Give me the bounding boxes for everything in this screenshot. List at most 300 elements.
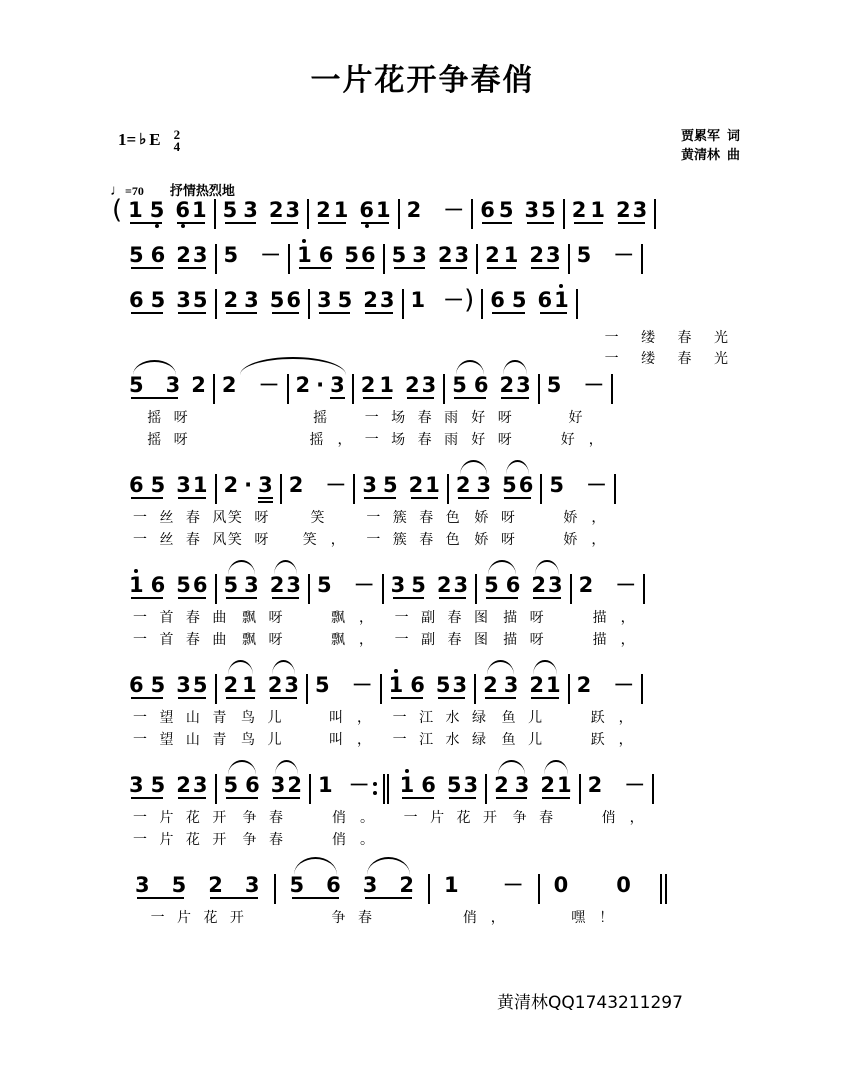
note: 2	[223, 672, 239, 697]
lyric-text: 嘿！	[571, 910, 628, 926]
beam-group	[400, 773, 436, 797]
barline	[471, 199, 473, 229]
lyric-text: 争 春	[331, 910, 376, 926]
note: 5	[150, 472, 166, 497]
note: 5	[171, 872, 187, 897]
note: 2	[363, 287, 378, 312]
beam-group	[316, 198, 348, 222]
note: 1	[376, 197, 391, 222]
barline	[215, 674, 217, 704]
note-dash: －	[585, 472, 607, 497]
note: 6	[318, 242, 334, 267]
measure	[480, 198, 556, 222]
barline	[538, 374, 540, 404]
beam-group	[271, 773, 302, 797]
note: 1	[318, 772, 333, 797]
beam-group	[175, 198, 206, 222]
note-dash: －	[260, 242, 282, 267]
beam-group	[447, 773, 478, 797]
rest-note: 0	[616, 872, 631, 897]
lyric-text: 描 呀	[503, 632, 548, 648]
beam-group	[129, 473, 165, 497]
barline	[643, 574, 645, 604]
barline	[215, 244, 217, 274]
note: 3	[514, 772, 530, 797]
lyric-text: 好 呀	[471, 410, 516, 426]
note: 6	[410, 672, 425, 697]
system-intro-3	[0, 285, 845, 373]
beam-group	[525, 198, 556, 222]
note: 5	[222, 197, 238, 222]
close-paren: )	[464, 285, 475, 315]
beam-group	[572, 198, 605, 222]
measure	[296, 373, 345, 397]
beam-group	[616, 198, 647, 222]
note: 5	[337, 287, 353, 312]
beam-group	[362, 473, 397, 497]
barline	[213, 374, 215, 404]
note: 3	[524, 197, 540, 222]
lyric-text: 争 春	[242, 832, 287, 848]
note: 3	[362, 472, 377, 497]
note-dash: －	[353, 572, 375, 597]
lyric-text: 一 首 春 曲	[133, 632, 231, 648]
measure	[222, 373, 280, 397]
lyric-text: 笑 呀	[227, 510, 273, 526]
beam-group	[224, 573, 259, 597]
beam-group	[223, 198, 258, 222]
measure	[129, 243, 208, 267]
barline	[402, 289, 404, 319]
lyric-text: 跃，	[590, 710, 647, 726]
note: 6	[150, 572, 166, 597]
note: 3	[503, 672, 519, 697]
beam-group	[224, 673, 257, 697]
beam-group	[297, 243, 333, 267]
octave-low-dot	[181, 224, 185, 228]
beam-group	[483, 673, 518, 697]
note: 2	[455, 472, 471, 497]
note: 2	[267, 672, 283, 697]
measure	[129, 373, 206, 397]
beam-group	[176, 288, 207, 312]
note: 5	[315, 672, 330, 697]
composer-line	[681, 147, 740, 166]
beam-group	[129, 373, 180, 397]
note: 2	[571, 197, 587, 222]
barline	[398, 199, 400, 229]
lyric-text: 争 春	[242, 810, 287, 826]
note: 5	[150, 772, 166, 797]
measure	[579, 573, 637, 597]
measure	[224, 573, 302, 597]
barline	[563, 199, 565, 229]
note: 1	[557, 772, 572, 797]
measure	[361, 373, 437, 397]
barline	[428, 874, 430, 904]
note: 6	[421, 772, 436, 797]
lyric-text: 笑 呀	[227, 532, 273, 548]
tempo-value: =70	[125, 184, 144, 198]
lyric-text: 摇 呀	[147, 410, 192, 426]
lyric-text: 描 呀	[503, 610, 548, 626]
lyric-text: 鱼 儿	[501, 710, 547, 726]
note: 6	[326, 872, 341, 897]
note: 5	[317, 572, 332, 597]
measure	[547, 373, 605, 397]
note: 1	[379, 372, 394, 397]
note: 6	[505, 572, 521, 597]
time-signature-top: 2	[173, 127, 181, 142]
beam-group	[391, 573, 426, 597]
octave-high-dot	[134, 569, 138, 573]
note: 3	[546, 242, 561, 267]
note: 1	[425, 472, 440, 497]
time-signature-bottom: 4	[173, 138, 181, 154]
note: 1	[242, 672, 257, 697]
lyric-text: 鱼 儿	[501, 732, 547, 748]
lyric-text: 娇，	[563, 532, 620, 548]
note: 5	[192, 287, 208, 312]
note: 3	[317, 287, 332, 312]
barline	[382, 574, 384, 604]
tempo-and-expression	[110, 180, 235, 200]
note: 2	[483, 672, 498, 697]
note-dash: －	[615, 572, 637, 597]
note: 3	[129, 772, 144, 797]
note: 3	[258, 472, 273, 497]
measure	[485, 243, 561, 267]
note: 5	[411, 572, 426, 597]
note: 3	[243, 197, 258, 222]
measure	[456, 473, 534, 497]
lyric-text: 俏。	[332, 810, 388, 826]
beam-group	[270, 288, 301, 312]
credits	[681, 128, 740, 166]
note: 3	[463, 772, 479, 797]
lyricist-name: 贾累军	[680, 129, 720, 144]
note: 3	[176, 672, 191, 697]
lyric-text: 一 望 山 青	[133, 732, 231, 748]
lyric-text: 一 片 花 开	[403, 810, 501, 826]
time-signature	[174, 129, 181, 153]
note: 1	[546, 672, 561, 697]
beam-group	[494, 773, 529, 797]
beam-group	[437, 573, 468, 597]
octave-low-dot	[155, 224, 159, 228]
barline	[215, 774, 217, 804]
rest-note: 0	[553, 872, 569, 897]
measure	[129, 473, 208, 497]
expression-marking: 抒情热烈地	[169, 184, 235, 199]
note: 6	[359, 198, 374, 222]
system-intro-1	[0, 195, 845, 243]
barline	[215, 574, 217, 604]
repeat-end-barline	[383, 774, 385, 804]
note: 3	[516, 372, 531, 397]
barline	[641, 674, 643, 704]
barline	[353, 474, 355, 504]
lyric-text: 娇，	[563, 510, 620, 526]
lyric-text: 笑，	[302, 532, 359, 548]
note: 5	[452, 372, 467, 397]
note: 2	[399, 872, 414, 897]
lyric-text: 好 呀	[471, 432, 516, 448]
note: 6	[129, 672, 144, 697]
note: 2	[406, 197, 422, 222]
beam-group	[129, 673, 165, 697]
note: 2	[540, 772, 555, 797]
note: 2	[268, 197, 284, 222]
note: 3	[135, 872, 150, 897]
measure	[577, 243, 635, 267]
barline	[568, 244, 570, 274]
lyric-text: 一 首 春 曲	[133, 610, 231, 626]
note: 3	[284, 672, 299, 697]
note-dash: －	[443, 287, 465, 312]
beam-group	[269, 198, 300, 222]
system-verse-6	[0, 873, 845, 973]
augmentation-dot: ·	[316, 372, 325, 397]
key-signature-prefix: 1=	[118, 129, 137, 149]
barline	[641, 244, 643, 274]
measure	[129, 773, 208, 797]
barline	[485, 774, 487, 804]
barline	[274, 874, 276, 904]
lyric-text: 娇 呀	[474, 532, 519, 548]
note: 3	[192, 242, 208, 267]
note: 2	[437, 242, 453, 267]
note: 5	[269, 287, 285, 312]
measure	[549, 473, 607, 497]
note: 5	[176, 572, 191, 597]
note: 5	[129, 242, 144, 267]
beam-group	[538, 288, 569, 312]
lyric-text: 好	[568, 410, 597, 426]
lyric-text: 摇，	[309, 432, 366, 448]
measure	[554, 873, 631, 897]
barline	[443, 374, 445, 404]
note: 1	[444, 872, 459, 897]
barline	[447, 474, 449, 504]
barline	[215, 289, 217, 319]
lyric-text: 一 簇 春 色	[366, 510, 464, 526]
measure	[410, 285, 475, 315]
beam-group	[176, 573, 207, 597]
octave-high-dot	[394, 669, 398, 673]
barline	[475, 574, 477, 604]
flat-icon: ♭	[139, 132, 147, 149]
barline	[352, 374, 354, 404]
measure	[391, 573, 469, 597]
measure	[362, 473, 440, 497]
lyric-text: 一 丝 春 风	[133, 532, 231, 548]
lyric-text: 俏。	[332, 832, 388, 848]
note: 6	[518, 472, 534, 497]
note: 5	[498, 197, 514, 222]
note: 5	[289, 872, 305, 897]
barline	[476, 244, 478, 274]
note: 3	[244, 572, 259, 597]
beam-group	[389, 673, 425, 697]
pickup-lyrics	[605, 328, 737, 370]
measure	[317, 573, 375, 597]
note: 3	[453, 572, 469, 597]
open-paren: (	[112, 195, 123, 225]
note: 3	[548, 572, 563, 597]
beam-group	[268, 673, 299, 697]
note: 5	[344, 242, 359, 267]
note: 2	[576, 672, 592, 697]
note: 3	[285, 197, 301, 222]
lyric-text: 一 副 春 图	[394, 632, 492, 648]
beam-group	[392, 243, 427, 267]
note: 5	[129, 372, 144, 397]
note-dash: －	[624, 772, 646, 797]
note: 2	[531, 572, 546, 597]
note: 2	[176, 772, 191, 797]
measure	[224, 243, 282, 267]
barline	[474, 674, 476, 704]
system-intro-2	[0, 243, 845, 288]
note: 1	[333, 197, 349, 222]
note: 3	[379, 287, 395, 312]
note: 1	[192, 197, 207, 222]
barline	[288, 244, 290, 274]
note: 2	[436, 572, 452, 597]
note: 3	[192, 772, 208, 797]
note-dash: －	[348, 772, 370, 797]
barline	[307, 199, 309, 229]
measure	[297, 243, 376, 267]
note: 1	[389, 673, 404, 697]
lyric-text: 描，	[592, 632, 649, 648]
beam-group	[409, 473, 440, 497]
note: 3	[412, 242, 427, 267]
measure	[483, 673, 561, 697]
octave-high-dot	[302, 239, 306, 243]
lyric-text: 摇	[313, 410, 342, 426]
note: 1	[129, 573, 144, 597]
lyric-text: 一 场 春 雨	[364, 432, 463, 448]
measure	[407, 198, 465, 222]
note: 6	[537, 287, 553, 312]
note-dash: －	[351, 672, 373, 697]
measure	[572, 198, 648, 222]
note: 2	[408, 472, 424, 497]
measure	[392, 243, 470, 267]
measure	[224, 773, 303, 797]
note: 6	[286, 287, 301, 312]
measure	[129, 673, 208, 697]
barline	[287, 374, 289, 404]
lyric-text: 争 春	[512, 810, 558, 826]
lyric-text: 一 江 水 绿	[392, 732, 490, 748]
note: 3	[454, 242, 470, 267]
beam-group	[531, 573, 562, 597]
measure	[494, 773, 572, 797]
note: 5	[484, 572, 499, 597]
barline	[380, 674, 382, 704]
lyric-text: 飘，	[331, 632, 387, 648]
note: 5	[223, 242, 239, 267]
note: 2	[223, 472, 239, 497]
note: 5	[223, 772, 239, 797]
beam-group	[224, 773, 260, 797]
note: 5	[511, 287, 527, 312]
barline	[214, 199, 216, 229]
note: 6	[129, 287, 144, 312]
note: 1	[410, 287, 426, 312]
note: 3	[270, 772, 286, 797]
note: 2	[360, 372, 376, 397]
lyric-text: 俏，	[462, 910, 519, 926]
lyric-text: 摇 呀	[147, 432, 192, 448]
measure	[484, 573, 563, 597]
music-staff	[0, 195, 845, 973]
note: 6	[175, 198, 190, 222]
note: 2	[587, 772, 603, 797]
quarter-note-icon: ♩	[110, 183, 125, 199]
note: 5	[391, 242, 407, 267]
note: 2	[616, 197, 631, 222]
measure	[318, 773, 370, 797]
note: 6	[490, 287, 505, 312]
measure	[490, 288, 569, 312]
lyric-text: 鸟 儿	[241, 732, 286, 748]
measure	[315, 673, 373, 697]
note: 2	[578, 572, 594, 597]
lyric-text: 好，	[560, 432, 617, 448]
note: 5	[435, 672, 451, 697]
beam-group	[290, 873, 341, 897]
lyric-text: 一 江 水 绿	[392, 710, 490, 726]
beam-group	[129, 573, 165, 597]
note: 3	[165, 372, 181, 397]
measure	[224, 288, 302, 312]
note: 6	[192, 572, 208, 597]
note: 3	[244, 287, 259, 312]
note: 5	[382, 472, 398, 497]
measure	[577, 673, 635, 697]
barline	[611, 374, 613, 404]
lyric-line-2: 一 缕 春 光	[604, 351, 737, 367]
lyric-text: 跃，	[590, 732, 647, 748]
note-dash: －	[325, 472, 347, 497]
beam-group	[436, 673, 467, 697]
lyric-text: 一 副 春 图	[394, 610, 492, 626]
note: 1	[192, 472, 208, 497]
barline	[309, 774, 311, 804]
note: 3	[362, 872, 378, 897]
lyricist-line	[681, 128, 740, 147]
measure	[389, 673, 468, 697]
note: 6	[480, 197, 495, 222]
barline	[579, 774, 581, 804]
composer-role: 曲	[726, 147, 740, 163]
lyric-text: 描，	[592, 610, 649, 626]
note: 6	[150, 242, 166, 267]
barline	[306, 674, 308, 704]
note: 2	[176, 242, 191, 267]
note: 6	[129, 472, 144, 497]
lyric-text: 笑	[310, 510, 339, 526]
note: 2	[269, 572, 285, 597]
note: 5	[502, 472, 517, 497]
measure	[224, 473, 273, 497]
measure	[400, 773, 479, 797]
measure	[452, 373, 531, 397]
